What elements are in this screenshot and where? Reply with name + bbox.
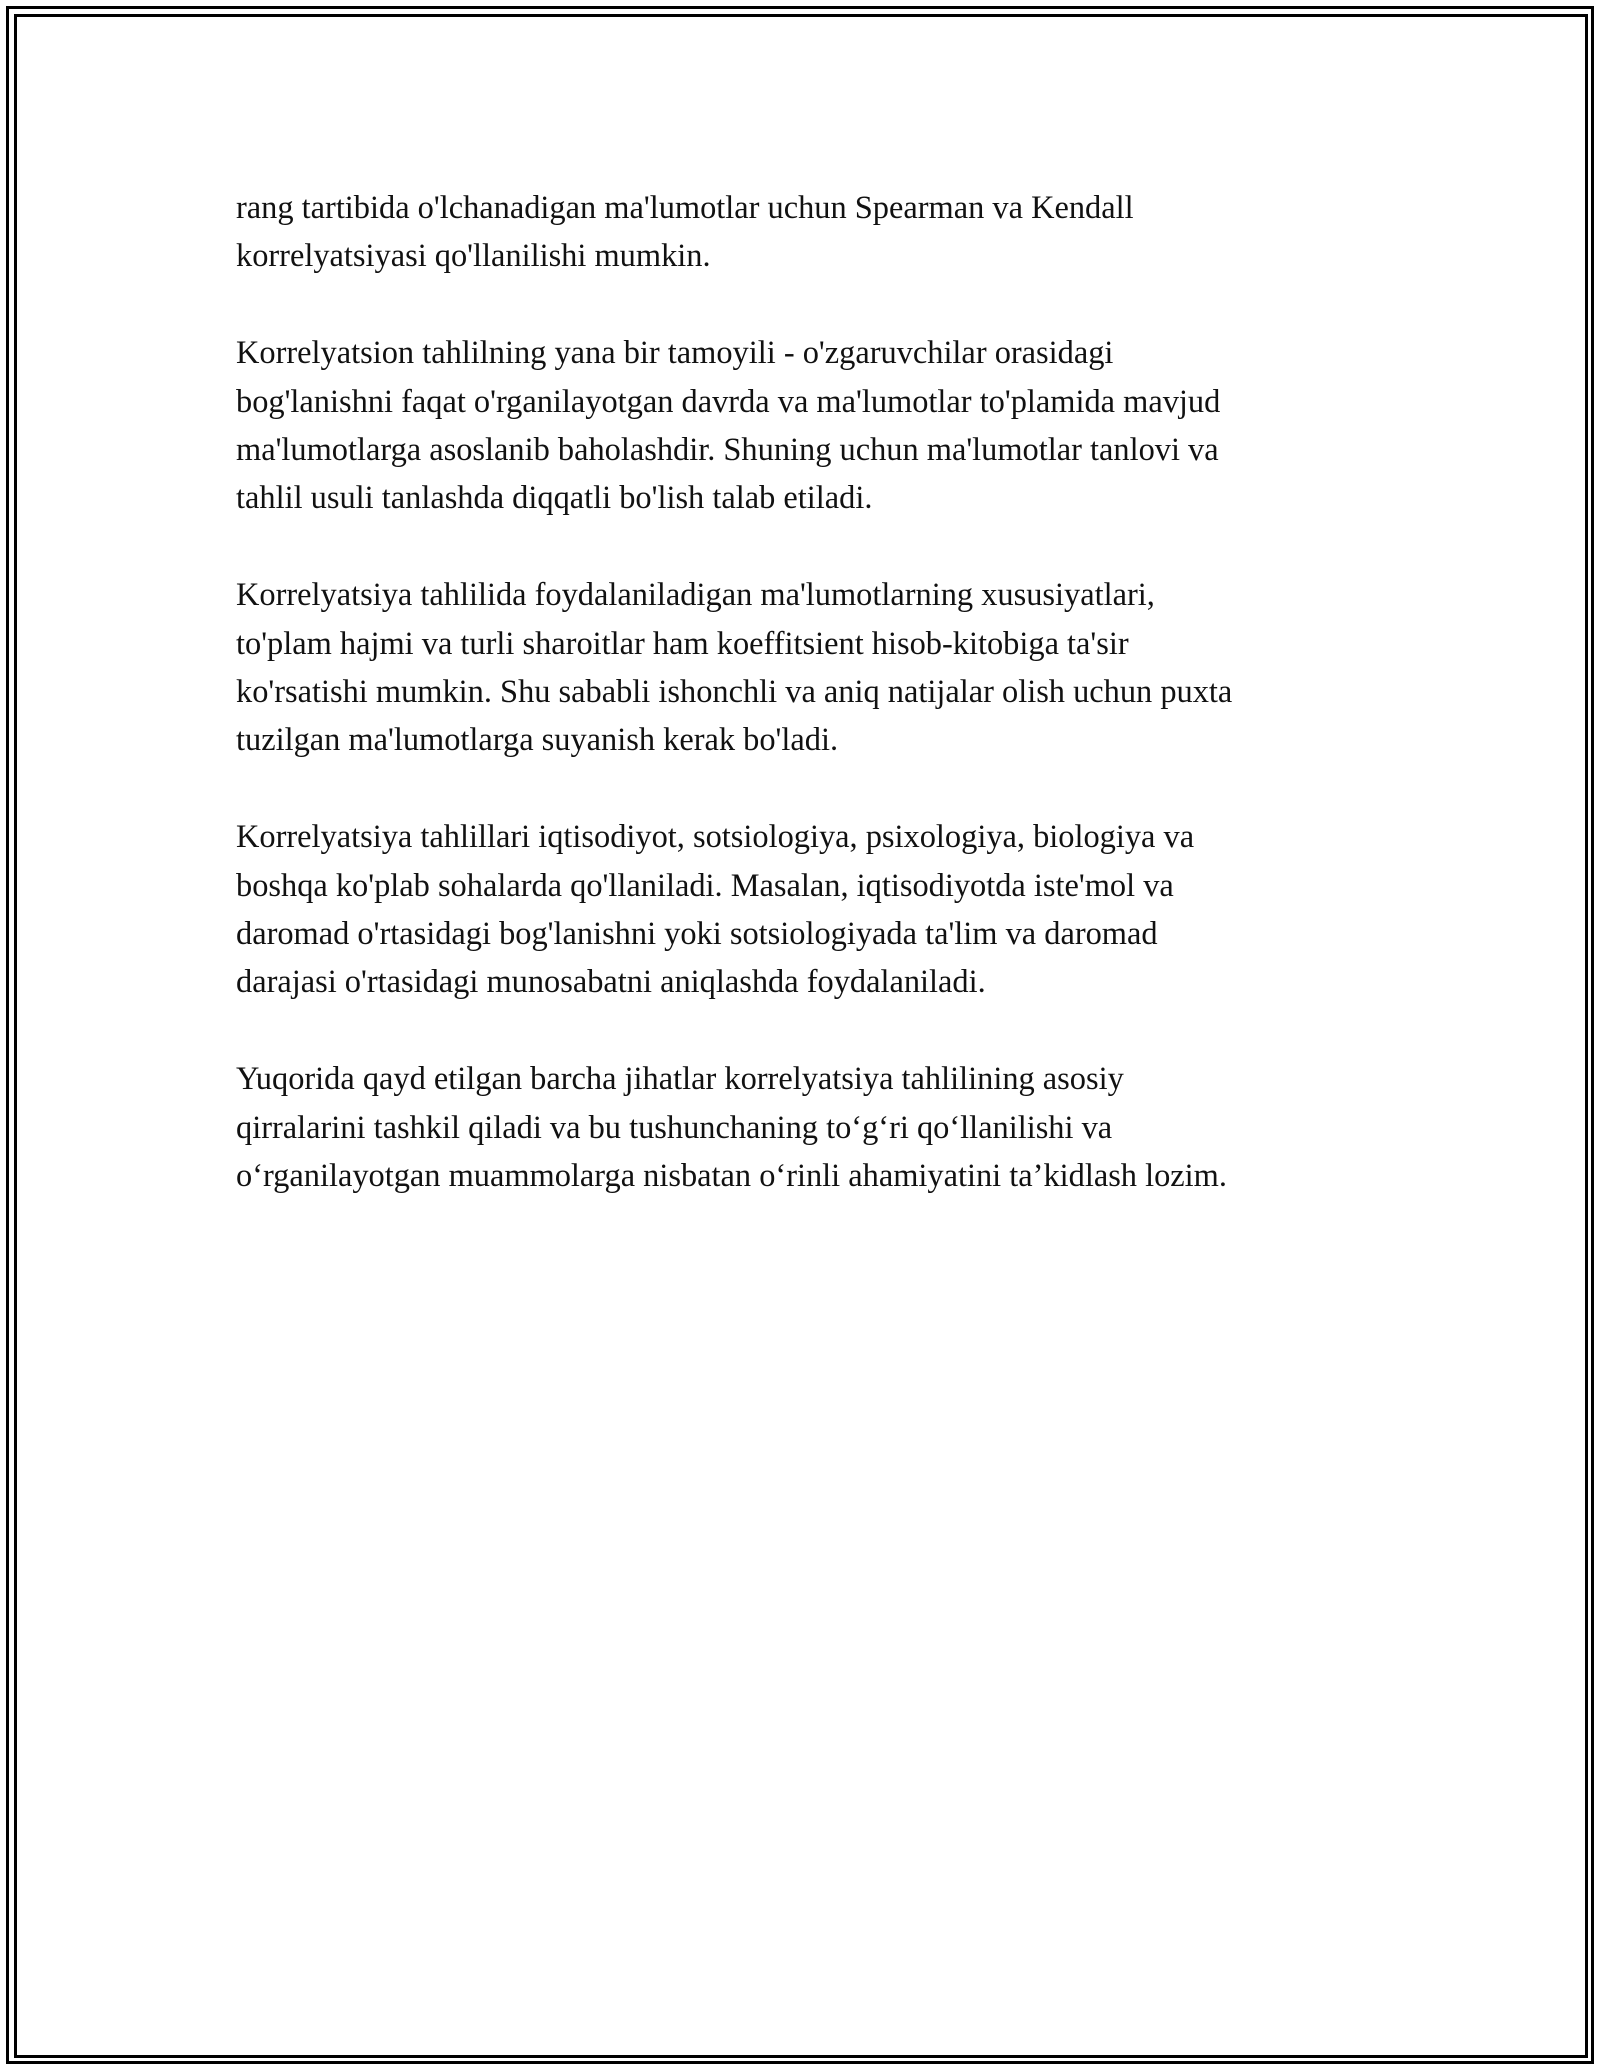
text-line: korrelyatsiyasi qo'llanilishi mumkin. bbox=[236, 238, 711, 275]
text-line: tuzilgan ma'lumotlarga suyanish kerak bo'ladi. bbox=[236, 722, 839, 759]
paragraph bbox=[236, 1055, 1396, 1200]
text-line: Yuqorida qayd etilgan barcha jihatlar korrelyatsiya tahlilining asosiy bbox=[236, 1061, 1124, 1098]
text-line: ko'rsatishi mumkin. Shu sababli ishonchli va aniq natijalar olish uchun puxta bbox=[236, 674, 1233, 711]
text-line: bog'lanishni faqat o'rganilayotgan davrda va ma'lumotlar to'plamida mavjud bbox=[236, 383, 1221, 420]
paragraph bbox=[236, 571, 1396, 765]
paragraph bbox=[236, 329, 1396, 523]
text-line: Korrelyatsiya tahlillari iqtisodiyot, sotsiologiya, psixologiya, biologiya va bbox=[236, 819, 1195, 856]
paragraph bbox=[236, 184, 1396, 281]
text-line: tahlil usuli tanlashda diqqatli bo'lish talab etiladi. bbox=[236, 480, 873, 517]
text-line: daromad o'rtasidagi bog'lanishni yoki sotsiologiyada ta'lim va daromad bbox=[236, 916, 1158, 953]
text-line: o‘rganilayotgan muammolarga nisbatan o‘rinli ahamiyatini ta’kidlash lozim. bbox=[236, 1158, 1227, 1195]
text-line: ma'lumotlarga asoslanib baholashdir. Shuning uchun ma'lumotlar tanlovi va bbox=[236, 432, 1219, 469]
document-body bbox=[236, 184, 1396, 1249]
text-line: Korrelyatsion tahlilning yana bir tamoyili - o'zgaruvchilar orasidagi bbox=[236, 335, 1114, 372]
text-line: Korrelyatsiya tahlilida foydalaniladigan ma'lumotlarning xususiyatlari, bbox=[236, 577, 1155, 614]
text-line: darajasi o'rtasidagi munosabatni aniqlashda foydalaniladi. bbox=[236, 964, 986, 1001]
text-line: rang tartibida o'lchanadigan ma'lumotlar uchun Spearman va Kendall bbox=[236, 190, 1134, 226]
text-line: boshqa ko'plab sohalarda qo'llaniladi. Masalan, iqtisodiyotda iste'mol va bbox=[236, 867, 1174, 904]
text-line: qirralarini tashkil qiladi va bu tushunchaning to‘g‘ri qo‘llanilishi va bbox=[236, 1109, 1113, 1146]
paragraph bbox=[236, 813, 1396, 1007]
text-line: to'plam hajmi va turli sharoitlar ham koeffitsient hisob-kitobiga ta'sir bbox=[236, 625, 1129, 662]
